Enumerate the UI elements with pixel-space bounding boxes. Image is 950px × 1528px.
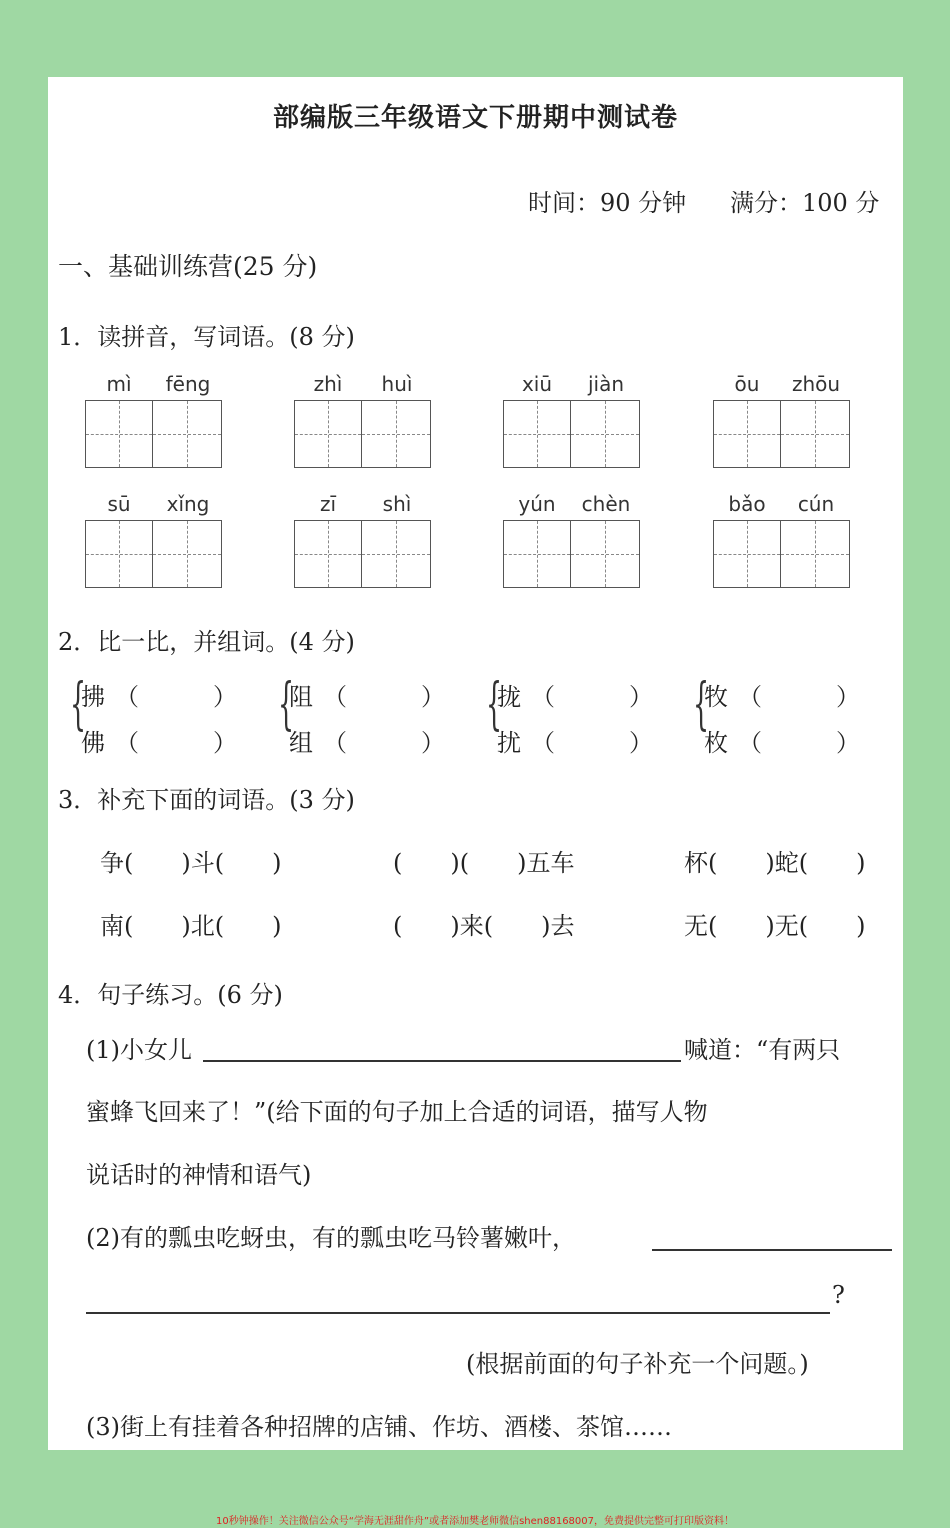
- compare-char: 拂: [81, 683, 105, 711]
- writing-cell[interactable]: [85, 520, 153, 588]
- writing-cell[interactable]: [571, 400, 640, 468]
- pinyin-label: shì: [382, 492, 412, 516]
- left-paren: （: [531, 683, 555, 711]
- answer-blank[interactable]: [768, 725, 838, 753]
- q3-title: 3．补充下面的词语。(3 分): [58, 786, 355, 814]
- compare-char: 拢: [497, 683, 521, 711]
- pinyin-label: xiū: [521, 372, 553, 396]
- writing-cell[interactable]: [713, 400, 781, 468]
- tian-grid[interactable]: [713, 520, 850, 588]
- writing-cell[interactable]: [153, 520, 222, 588]
- right-paren: ）: [421, 683, 445, 711]
- compare-char: 枚: [704, 729, 728, 757]
- brace: {: [486, 672, 503, 737]
- paper-title: 部编版三年级语文下册期中测试卷: [272, 103, 678, 133]
- compare-char: 阻: [289, 683, 313, 711]
- writing-cell[interactable]: [781, 400, 850, 468]
- q3-item: 无( )无( ): [684, 912, 866, 940]
- answer-blank[interactable]: [145, 679, 215, 707]
- tian-grid[interactable]: [713, 400, 850, 468]
- right-paren: ）: [629, 683, 653, 711]
- compare-char: 牧: [704, 683, 728, 711]
- q4-p2: (2)有的瓢虫吃蚜虫，有的瓢虫吃马铃薯嫩叶，: [86, 1224, 576, 1252]
- pinyin-label: yún: [518, 492, 556, 516]
- q3-item: 争( )斗( ): [100, 849, 282, 877]
- q4-p2-qmark: ?: [832, 1281, 845, 1309]
- left-paren: （: [115, 683, 139, 711]
- tian-grid[interactable]: [85, 400, 222, 468]
- left-paren: （: [531, 729, 555, 757]
- pinyin-label: jiàn: [587, 372, 625, 396]
- pinyin-label: sū: [107, 492, 131, 516]
- right-paren: ）: [836, 729, 860, 757]
- left-paren: （: [323, 729, 347, 757]
- compare-char: 佛: [81, 729, 105, 757]
- q4-p2-hint: (根据前面的句子补充一个问题。): [466, 1350, 809, 1378]
- q1-title: 1．读拼音，写词语。(8 分): [58, 323, 355, 351]
- pinyin-label: bǎo: [728, 492, 766, 516]
- right-paren: ）: [421, 729, 445, 757]
- brace: {: [693, 672, 710, 737]
- pinyin-label: xǐng: [166, 492, 210, 516]
- section1-heading: 一、基础训练营(25 分): [58, 252, 318, 281]
- pinyin-label: ōu: [734, 372, 760, 396]
- writing-cell[interactable]: [503, 400, 571, 468]
- writing-cell[interactable]: [362, 400, 431, 468]
- answer-blank[interactable]: [145, 725, 215, 753]
- answer-blank[interactable]: [353, 725, 423, 753]
- right-paren: ）: [213, 683, 237, 711]
- answer-line[interactable]: [203, 1060, 681, 1062]
- time-label: 时间：90 分钟: [528, 189, 687, 217]
- pinyin-label: chèn: [581, 492, 631, 516]
- compare-char: 扰: [497, 729, 521, 757]
- pinyin-label: zhōu: [791, 372, 841, 396]
- pinyin-label: zī: [319, 492, 337, 516]
- right-paren: ）: [213, 729, 237, 757]
- answer-line[interactable]: [86, 1312, 830, 1314]
- tian-grid[interactable]: [294, 400, 431, 468]
- writing-cell[interactable]: [362, 520, 431, 588]
- pinyin-label: mì: [106, 372, 132, 396]
- compare-char: 组: [289, 729, 313, 757]
- pinyin-label: huì: [381, 372, 413, 396]
- q4-p1-end: 喊道：“有两只: [684, 1036, 841, 1064]
- writing-cell[interactable]: [571, 520, 640, 588]
- q4-title: 4．句子练习。(6 分): [58, 981, 283, 1009]
- pinyin-label: fēng: [165, 372, 211, 396]
- exam-paper: [48, 77, 903, 1450]
- brace: {: [70, 672, 87, 737]
- writing-cell[interactable]: [713, 520, 781, 588]
- left-paren: （: [738, 683, 762, 711]
- writing-cell[interactable]: [503, 520, 571, 588]
- q4-p3: (3)街上有挂着各种招牌的店铺、作坊、酒楼、茶馆……: [86, 1413, 672, 1441]
- answer-blank[interactable]: [353, 679, 423, 707]
- writing-cell[interactable]: [85, 400, 153, 468]
- answer-blank[interactable]: [561, 679, 631, 707]
- footer-note: 10秒钟操作！关注微信公众号“学海无涯甜作舟”或者添加樊老师微信shen88168007，免费提供完整可打印版资料！: [215, 1516, 735, 1527]
- q4-p1-start: (1)小女儿: [86, 1036, 192, 1064]
- q2-title: 2．比一比，并组词。(4 分): [58, 628, 355, 656]
- tian-grid[interactable]: [503, 400, 640, 468]
- q3-item: ( )来( )去: [393, 912, 575, 940]
- pinyin-label: cún: [797, 492, 835, 516]
- writing-cell[interactable]: [781, 520, 850, 588]
- brace: {: [278, 672, 295, 737]
- q4-p1-line3: 说话时的神情和语气): [86, 1161, 312, 1189]
- q4-p1-line2: 蜜蜂飞回来了！”(给下面的句子加上合适的词语，描写人物: [86, 1098, 708, 1126]
- pinyin-label: zhì: [313, 372, 343, 396]
- q3-item: 南( )北( ): [100, 912, 282, 940]
- tian-grid[interactable]: [294, 520, 431, 588]
- tian-grid[interactable]: [503, 520, 640, 588]
- writing-cell[interactable]: [294, 520, 362, 588]
- answer-line[interactable]: [652, 1249, 892, 1251]
- right-paren: ）: [629, 729, 653, 757]
- q3-item: ( )( )五车: [393, 849, 575, 877]
- left-paren: （: [738, 729, 762, 757]
- score-label: 满分：100 分: [730, 189, 880, 217]
- answer-blank[interactable]: [561, 725, 631, 753]
- right-paren: ）: [836, 683, 860, 711]
- left-paren: （: [115, 729, 139, 757]
- left-paren: （: [323, 683, 347, 711]
- writing-cell[interactable]: [294, 400, 362, 468]
- writing-cell[interactable]: [153, 400, 222, 468]
- answer-blank[interactable]: [768, 679, 838, 707]
- tian-grid[interactable]: [85, 520, 222, 588]
- q3-item: 杯( )蛇( ): [684, 849, 866, 877]
